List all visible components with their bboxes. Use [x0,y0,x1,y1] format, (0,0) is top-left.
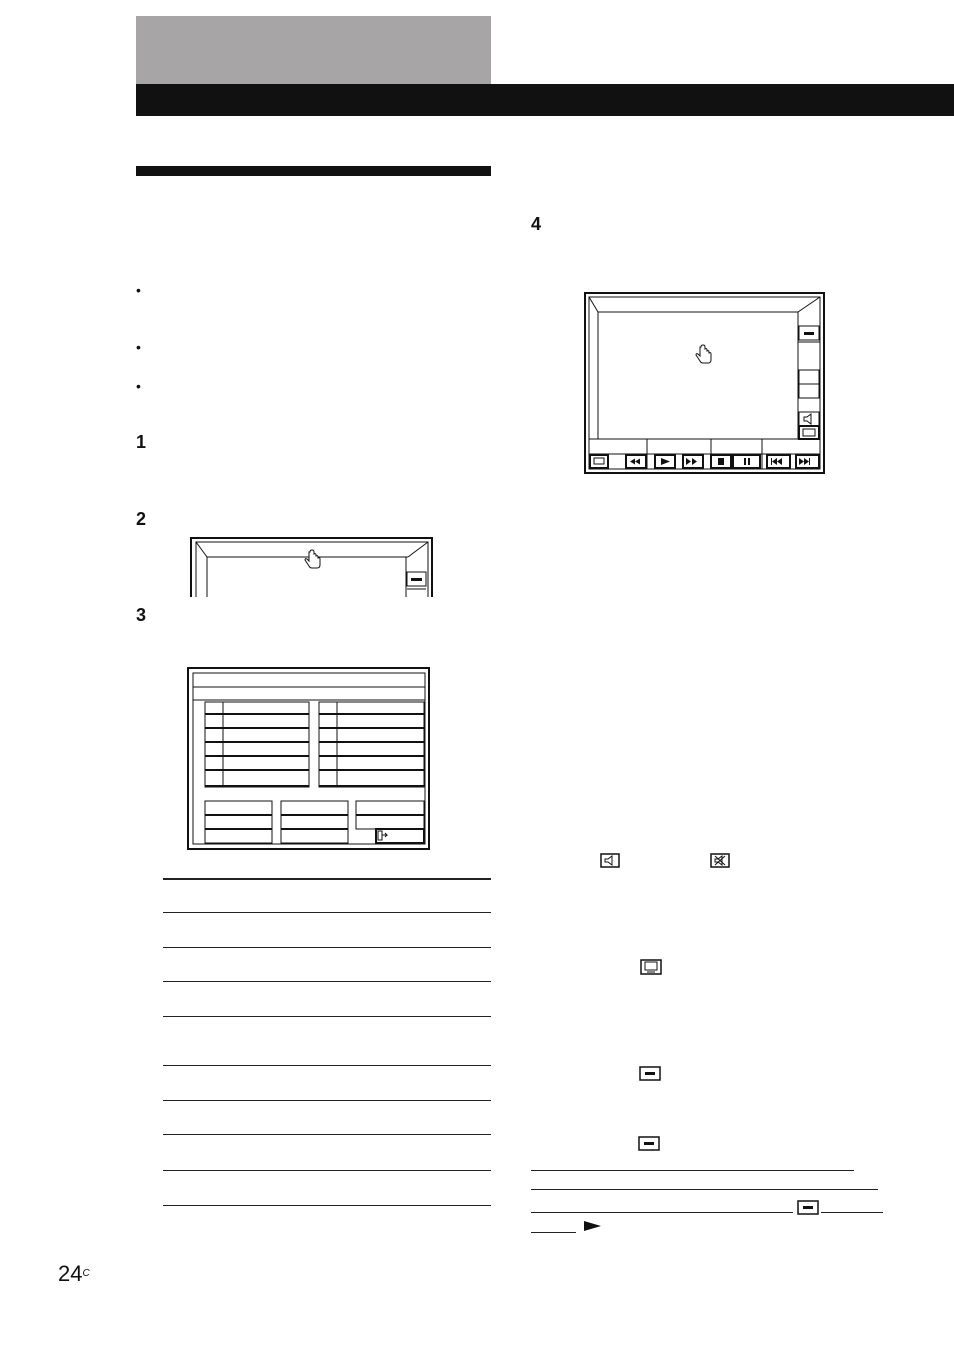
minimize-icon [639,1066,661,1081]
table-row-rule [163,981,491,982]
page-number [58,1262,90,1286]
step-1-number: 1 [136,432,147,452]
minimize-icon [797,1200,819,1215]
header-gray-tab [136,16,491,84]
monitor-icon [640,959,662,975]
table-row-rule [163,947,491,948]
table-row-rule [163,1170,491,1171]
header-black-bar [136,84,954,116]
step-2-screen-illustration [190,537,434,597]
table-row-rule [163,1134,491,1135]
speaker-muted-icon [710,853,730,868]
play-arrow-icon [583,1220,603,1232]
page-number-suffix: C [82,1268,90,1279]
step-3-number: 3 [136,605,147,625]
underline-rule [531,1189,878,1190]
underline-rule [531,1212,793,1213]
underline-rule [531,1232,576,1233]
table-row-rule [163,912,491,913]
step-4-number: 4 [531,214,542,234]
bullet-1: • [136,282,141,298]
bullet-2: • [136,339,141,355]
section-rule [136,166,491,176]
table-top-rule [163,878,491,880]
underline-rule [821,1212,883,1213]
step-3-menu-illustration [187,667,431,851]
step-2-number: 2 [136,509,147,529]
table-row-rule [163,1100,491,1101]
page-number-value: 24 [58,1261,83,1286]
bullet-3: • [136,378,141,394]
table-bottom-rule [163,1205,491,1206]
table-row-rule [163,1065,491,1066]
underline-rule [531,1170,854,1171]
table-row-rule [163,1016,491,1017]
step-4-player-illustration [584,292,826,475]
speaker-icon [600,853,620,868]
minimize-icon [638,1136,660,1151]
